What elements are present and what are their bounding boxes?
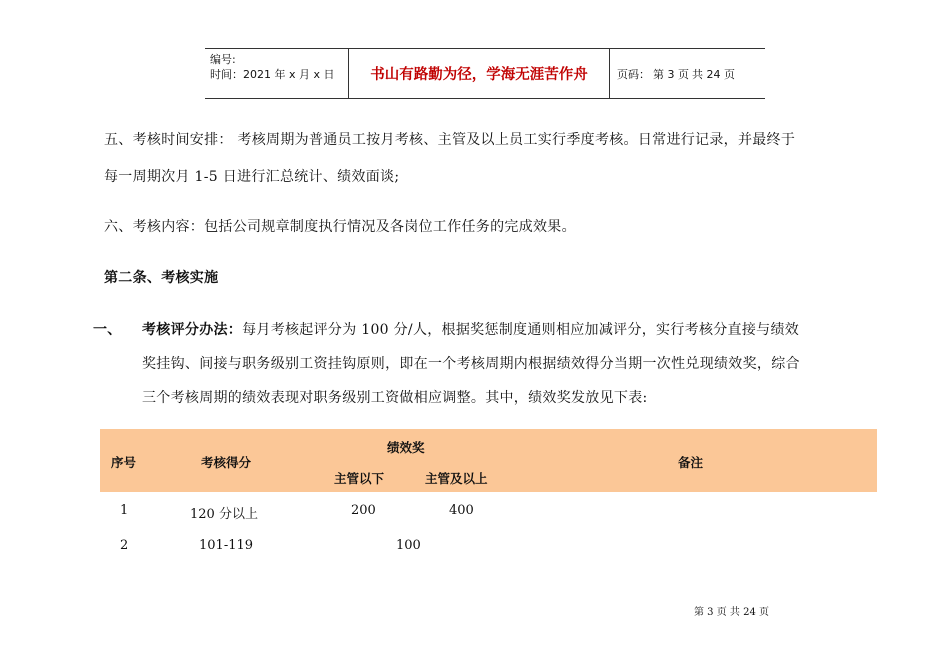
header-page-cell bbox=[610, 49, 765, 98]
page-label: 页码： bbox=[617, 67, 650, 81]
page-header-table bbox=[205, 48, 765, 99]
header-motto: 书山有路勤为径，学海无涯苦作舟 bbox=[348, 49, 610, 98]
header-remark: 备注 bbox=[678, 455, 704, 470]
row-1-score: 120 分以上 bbox=[190, 507, 258, 522]
header-score: 考核得分 bbox=[201, 455, 252, 470]
document-number-label: 编号: bbox=[210, 53, 236, 66]
item-title: 考核评分办法： bbox=[142, 322, 243, 338]
item-line1 bbox=[142, 319, 799, 339]
header-bonus: 绩效奖 bbox=[387, 440, 425, 455]
header-seq: 序号 bbox=[111, 455, 137, 470]
row-1-seq: 1 bbox=[120, 503, 129, 518]
row-2-merged-bonus: 100 bbox=[396, 538, 421, 553]
row-1-below: 200 bbox=[351, 503, 376, 518]
item-line1-text: 每月考核起评分为 100 分/人，根据奖惩制度通则相应加减评分，实行考核分直接与绩效 bbox=[242, 322, 800, 338]
item-line3: 三个考核周期的绩效表现对职务级别工资做相应调整。其中，绩效奖发放见下表: bbox=[142, 390, 648, 406]
item-line2: 奖挂钩、间接与职务级别工资挂钩原则，即在一个考核周期内根据绩效得分当期一次性兑现绩效奖，综合 bbox=[142, 356, 800, 372]
page-footer: 第 3 页 共 24 页 bbox=[694, 607, 769, 618]
row-2-score: 101-119 bbox=[199, 538, 254, 553]
page-total: 共 24 页 bbox=[692, 67, 735, 81]
document-date-label: 时间：2021 年 x 月 x 日 bbox=[210, 68, 335, 81]
row-1-above: 400 bbox=[449, 503, 474, 518]
section-title: 第二条、考核实施 bbox=[104, 270, 219, 286]
row-2-seq: 2 bbox=[120, 538, 129, 553]
paragraph-content: 六、考核内容：包括公司规章制度执行情况及各岗位工作任务的完成效果。 bbox=[104, 219, 576, 235]
header-meta-cell bbox=[205, 49, 348, 98]
header-supervisor-above: 主管及以上 bbox=[425, 471, 488, 486]
paragraph-schedule-line1: 五、考核时间安排： 考核周期为普通员工按月考核、主管及以上员工实行季度考核。日常进行记录，并最终于 bbox=[104, 132, 796, 148]
header-below-supervisor: 主管以下 bbox=[334, 471, 385, 486]
page-current: 第 3 页 bbox=[653, 67, 689, 81]
item-number: 一、 bbox=[93, 322, 122, 338]
bonus-table-header bbox=[100, 429, 877, 492]
paragraph-schedule-line2: 每一周期次月 1-5 日进行汇总统计、绩效面谈; bbox=[104, 169, 400, 185]
